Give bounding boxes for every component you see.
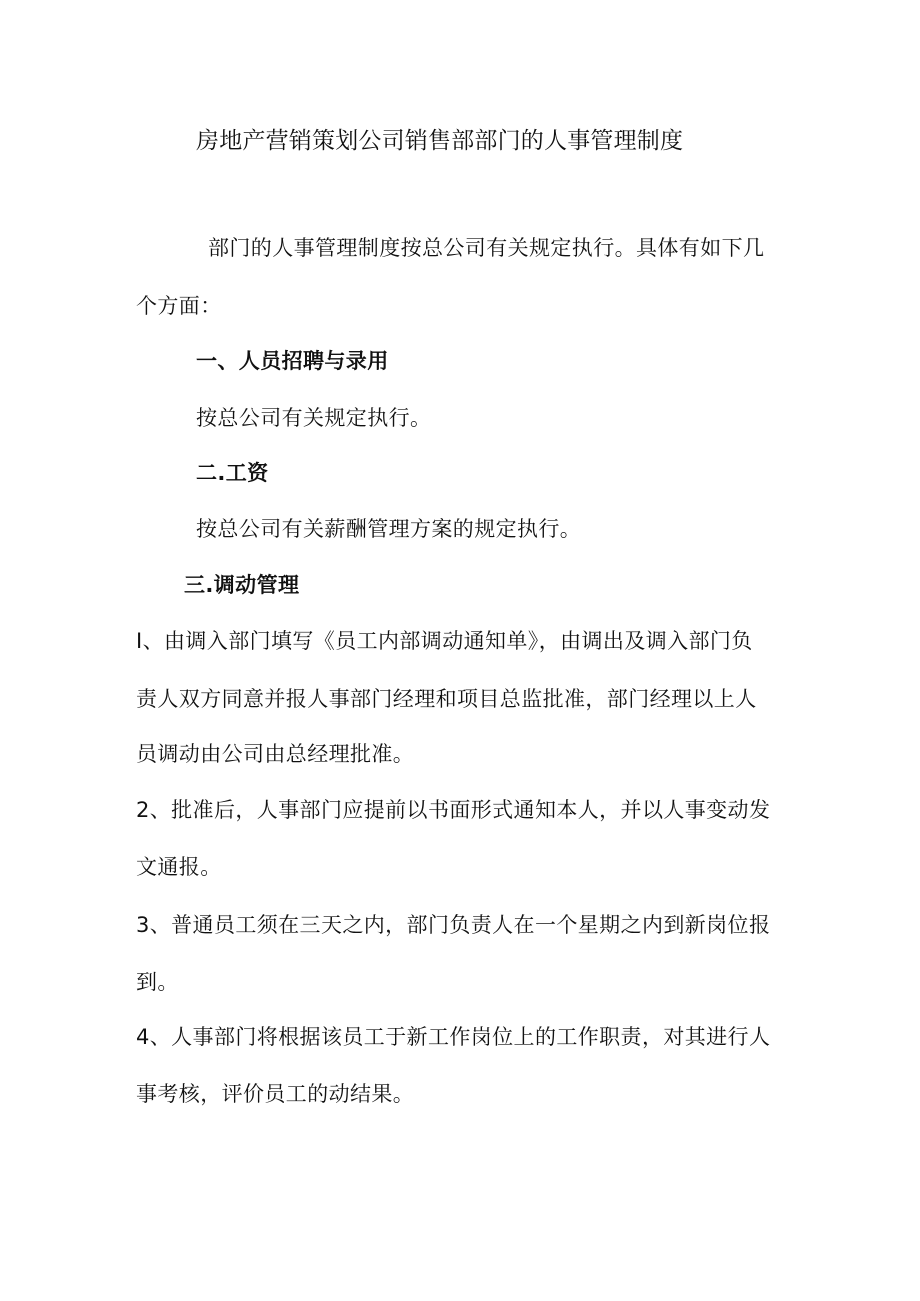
section-body-recruitment: 按总公司有关规定执行。 (196, 406, 432, 430)
intro-line-1: 部门的人事管理制度按总公司有关规定执行。具体有如下几 (208, 236, 765, 260)
document-title: 房地产营销策划公司销售部部门的人事管理制度 (196, 128, 684, 154)
section-heading-salary: 二.工资 (196, 461, 269, 485)
intro-line-2: 个方面： (136, 294, 222, 318)
item-4-line-1: 4、人事部门将根据该员工于新工作岗位上的工作职责，对其进行人 (136, 1025, 771, 1049)
item-1-line-3: 员调动由公司由总经理批准。 (136, 742, 415, 766)
item-3-line-1: 3、普通员工须在三天之内，部门负责人在一个星期之内到新岗位报 (136, 913, 771, 937)
item-2-line-2: 文通报。 (136, 855, 222, 879)
section-heading-transfer: 三.调动管理 (184, 573, 300, 597)
item-3-line-2: 到。 (136, 970, 179, 994)
item-4-line-2: 事考核，评价员工的动结果。 (136, 1082, 415, 1106)
section-heading-recruitment: 一、人员招聘与录用 (196, 349, 389, 373)
section-body-salary: 按总公司有关薪酬管理方案的规定执行。 (196, 517, 582, 541)
item-2-line-1: 2、批准后，人事部门应提前以书面形式通知本人，并以人事变动发 (136, 798, 771, 822)
item-1-line-1: I、由调入部门填写《员工内部调动通知单》，由调出及调入部门负 (136, 629, 753, 653)
item-1-line-2: 责人双方同意并报人事部门经理和项目总监批准，部门经理以上人 (136, 687, 757, 711)
